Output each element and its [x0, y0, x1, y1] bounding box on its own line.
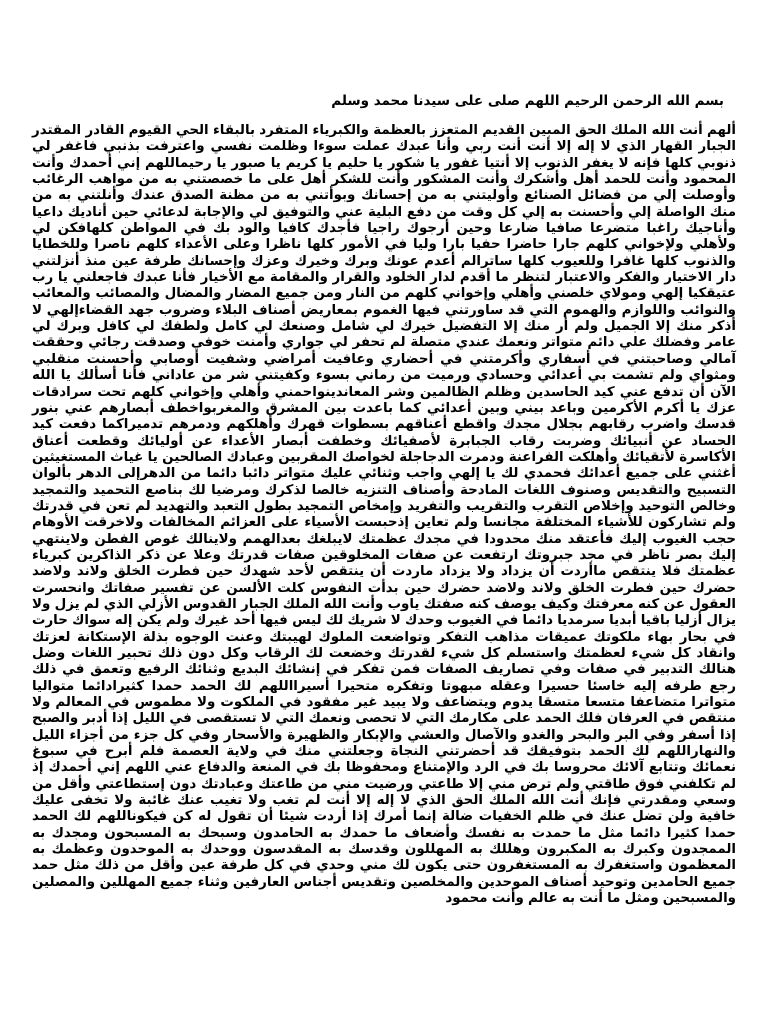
- page-title: بسم الله الرحمن الرحيم اللهم صلى على سيدنا محمد وسلم: [331, 93, 724, 109]
- document-body-text: ألهم أنت الله الملك الحق المبين القديم المتعزز بالعظمة والكبرياء المتفرد بالبقاء الحي القيوم القادر المقتدر الجبار القهار الذي لا إله إلا أنت أنت ربي وأنا عبدك عملت سوءا وظلمت نفسي واعترفت بذنبي فاغفر لي ذنوبي كلها فإنه لا يغفر الذنوب إلا أنتيا غفور يا شكور يا حليم يا كريم يا صبور يا رحيماللهم إني أحمدك وأنت المحمود وأنت للحمد أهل وأشكرك وأنت المشكور وأنت للشكر أهل على ما خصصتني به من مواهب الرغائب وأوصلت إلي من فضائل الصنائع وأوليتني به من إحسانك وبوأتني به من مظنة الصدق عندك وأنلتني به من منك الواصلة إلي وأحسنت به إلي كل وقت من دفع البلية عني والتوفيق لي والإجابة لدعائي حين أناديك داعيا وأناجيك راغبا متضرعا صافيا ضارعا وحين أرجوك راجيا فأجدك كافيا والود بك في المواطن كلهافكن لي ولأهلي ولإخواني كلهم جارا حاضرا حفيا بارا وليا في الأمور كلها ناظرا وعلى الأعداء كلهم ناصرا وللخطايا والذنوب كلها غافرا وللعيوب كلها ساترالم أعدم عونك وبرك وخيرك وعزك وإحسانك طرفة عين منذ أنزلتني دار الاختيار والفكر والاعتبار لتنظر ما أقدم لدار الخلود والقرار والمقامة مع الأخيار فأنا عبدك فاجعلني يا رب عتيقكيا إلهي ومولاي خلصني وأهلي وإخواني كلهم من النار ومن جميع المضار والمضال والمصائب والمعائب والنوائب واللوازم والهموم التي قد ساورتني فيها الغموم بمعاريض أصناف البلاء وضروب جهد القضاءإلهي لا أذكر منك إلا الجميل ولم أر منك إلا التفضيل خيرك لي شامل وصنعك لي كامل ولطفك لي كافل وبرك لي عامر وفضلك علي دائم متواتر ونعمك عندي متصلة لم تحفر لي جواري وأمنت خوفي وصدقت رجائي وحققت آمالي وصاحبتني في أسفاري وأكرمتني في أحضاري وعافيت أمراضي وشفيت أوصابي وأحسنت منقلبي ومثواي ولم تشمت بي أعدائي وحسادي ورميت من رماني بسوء وكفيتني شر من عاداني فأنا أسألك يا الله الآن أن تدفع عني كيد الحاسدين وظلم الظالمين وشر المعاندينواحمني وأهلي وإخواني كلهم تحت سرادقات عزك يا أكرم الأكرمين وباعد بيني وبين أعدائي كما باعدت بين المشرق والمغربواخطف أبصارهم عني بنور قدسك واضرب رقابهم بجلال مجدك واقطع أعناقهم بسطوات قهرك وأهلكهم ودمرهم تدميراكما دفعت كيد الحساد عن أنبيائك وضربت رقاب الجبابرة لأصفيائك وخطفت أبصار الأعداء عن أوليائك وقطعت أعناق الأكاسرة لأتقيائك وأهلكت الفراعنة ودمرت الدجاجلة لخواصك المقربين وعبادك الصالحين يا غياث المستغيثين أغثني على جميع أعدائك فحمدي لك يا إلهي واجب وثنائي عليك متواتر دائبا دائما من الدهرإلى الدهر بألوان التسبيح والتقديس وصنوف اللغات المادحة وأصناف التنزيه خالصا لذكرك ومرضيا لك بناصع التحميد والتمجيد وخالص التوحيد وإخلاص التقرب والتقريب والتفريد وإمخاص التمجيد بطول التعبد والتهديد لم تعن في قدرتك ولم تشاركون للأشياء المختلفة مجانسا ولم تعاين إذحبست الأسياء على العزائم المخالفات ولاخرقت الأوهام حجب الغيوب إليك فأعتقد منك محدودا في مجدك عظمتك لايبلغك بعدالهمم ولاينالك غوص الفطن ولاينتهي إليك بصر ناظر في مجد جبروتك ارتفعت عن صفات المخلوقين صفات قدرتك وعلا عن ذكر الذاكرين كبرياء عظمتك فلا ينتقص ماأردت أن يزداد ولا يزداد ماردت أن ينتقص لأحد شهدك حين فطرت الخلق ولاند ولاضد حضرك حين فطرت الخلق ولاند ولاضد حضرك حين بدأت النفوس كلت الألسن عن تفسير صفاتك وانحسرت العقول عن كنه معرفتك وكيف يوصف كنه صفتك ياوب وأنت الله الملك الجبار القدوس الأزلي الذي لم يزل ولا يزال أزليا باقيا أبديا سرمديا دائما في الغيوب وحدك لا شريك لك ليس فيها أحد غيرك ولم يكن إله سواك حارت في بحار بهاء ملكوتك عميقات مذاهب التفكر وتواضعت الملوك لهيبتك وعنت الوجوه بذلة الإستكانة لعزتك وانقاد كل شيء لعظمتك واستسلم كل شيء لقدرتك وخضعت لك الرقاب وكل دون ذلك تحبير اللغات وضل هنالك التدبير في صفات وفي تصاريف الصفات فمن تفكر في إنشائك البديع وثنائك الرفيع وتعمق في ذلك رجع طرفه إليه خاسئا حسيرا وعقله مبهوتا وتفكره متحيرا أسيرااللهم لك الحمد حمدا كثيرادائما متواليا متواترا متضاعفا متسعا متسقا يدوم ويتضاعف ولا يبيد غير مفقود في الملكوت ولا مطموس في المعالم ولا منتقص في العرفان فلك الحمد على مكارمك التي لا تحصى ونعمك التي لا تستقصى في الليل إذا أدبر والصبح إذا أسفر وفي البر والبحر والغدو والآصال والعشي والإبكار والظهيرة والأسحار وفي كل جزء من أجزاء الليل والنهاراللهم لك الحمد بتوفيقك قد أحضرتني النجاة وجعلتني منك في ولاية العصمة فلم أبرح في سبوغ نعمائك وتتابع آلائك محروسا بك في الرد والإمتناع ومحفوظا بك في المنعة والدفاع عني اللهم إني أحمدك إذ لم تكلفني فوق طاقتي ولم ترض مني إلا طاعتي ورضيت مني من طاعتك وعبادتك دون إستطاعتي وأقل من وسعي ومقدرتي فإنك أنت الله الملك الحق الذي لا إله إلا أنت لم تغب ولا تغيب عنك غائبة ولا تخفى عليك خافية ولن تضل عنك في ظلم الخفيات ضالة إنما أمرك إذا أردت شيئا أن تقول له كن فيكوناللهم لك الحمد حمدا كثيرا دائما مثل ما حمدت به نفسك وأضعاف ما حمدك به الحامدون وسبحك به المسبحون ومجدك به الممجدون وكبرك به المكبرون وهللك به المهللون وقدسك به المقدسون ووحدك به الموحدون وعظمك به المعظمون واستغفرك به المستغفرون حتى يكون لك مني وحدي في كل طرفة عين وأقل من ذلك مثل حمد جميع الحامدين وتوحيد أصناف الموحدين والمخلصين وتقديس أجناس العارفين وثناء جميع المهللين والمصلين والمسبحين ومثل ما أنت به عالم وأنت محمود: [32, 123, 736, 907]
